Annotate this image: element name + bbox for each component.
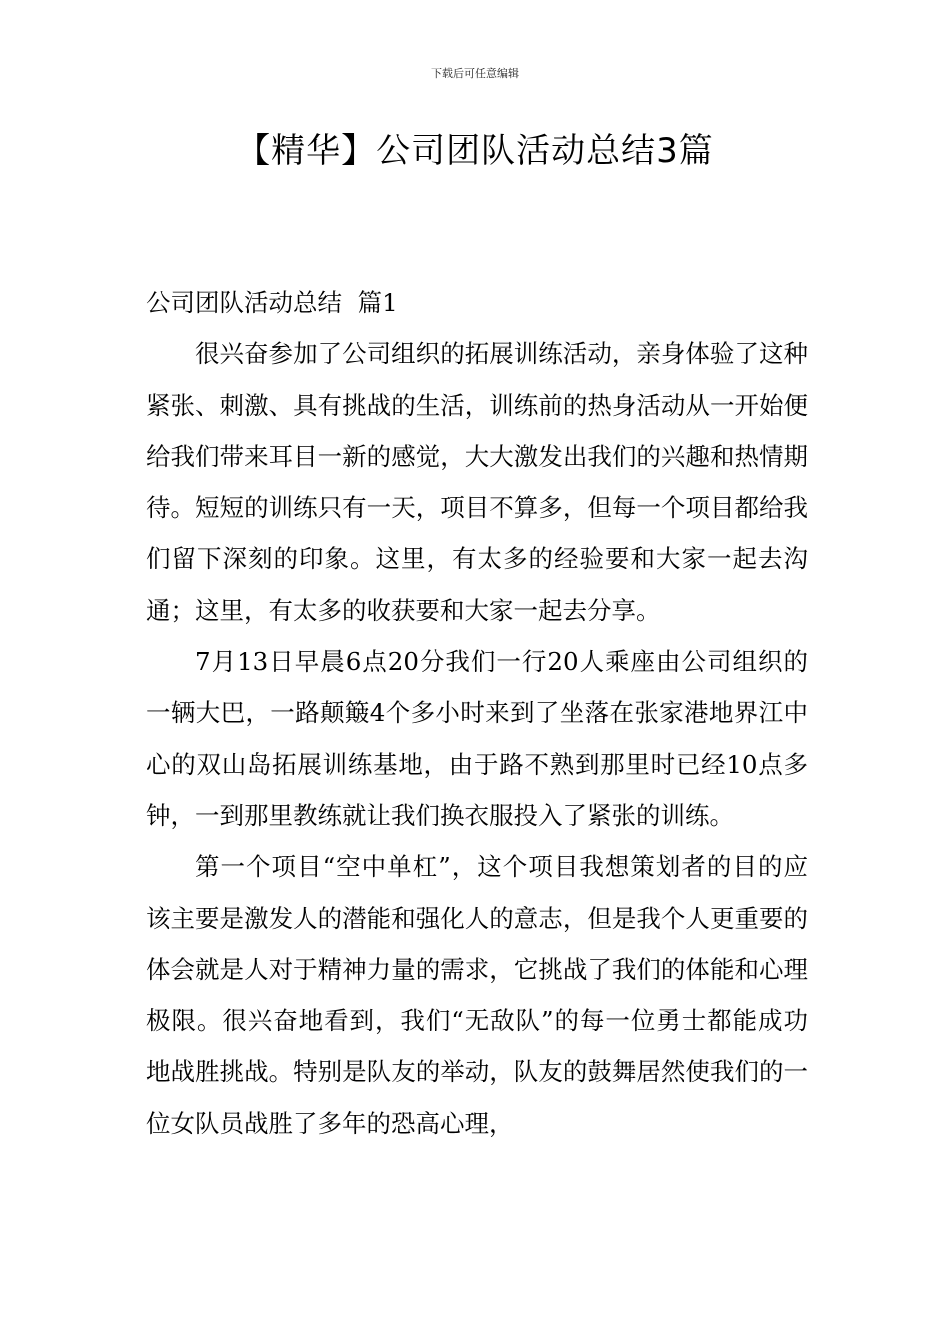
paragraph-1: 很兴奋参加了公司组织的拓展训练活动，亲身体验了这种紧张、刺激、具有挑战的生活，训练前的热身活动从一开始便给我们带来耳目一新的感觉，大大激发出我们的兴趣和热情期待。短短的训练只有一天，项目不算多，但每一个项目都给我们留下深刻的印象。这里，有太多的经验要和大家一起去沟通；这里，有太多的收获要和大家一起去分享。 [146, 339, 808, 625]
document-body [146, 277, 808, 1149]
page-header-note: 下载后可任意编辑 [431, 67, 519, 80]
paragraph-3: 第一个项目“空中单杠”，这个项目我想策划者的目的应该主要是激发人的潜能和强化人的意志，但是我个人更重要的体会就是人对于精神力量的需求，它挑战了我们的体能和心理极限。很兴奋地看到，我们“无敌队”的每一位勇士都能成功地战胜挑战。特别是队友的举动，队友的鼓舞居然使我们的一位女队员战胜了多年的恐高心理， [146, 852, 808, 1138]
section-heading: 公司团队活动总结 篇1 [146, 288, 398, 317]
paragraph-2: 7月13日早晨6点20分我们一行20人乘座由公司组织的一辆大巴，一路颠簸4个多小时来到了坐落在张家港地界江中心的双山岛拓展训练基地，由于路不熟到那里时已经10点多钟，一到那里教练就让我们换衣服投入了紧张的训练。 [146, 647, 808, 830]
document-title: 【精华】公司团队活动总结3篇 [236, 131, 714, 171]
